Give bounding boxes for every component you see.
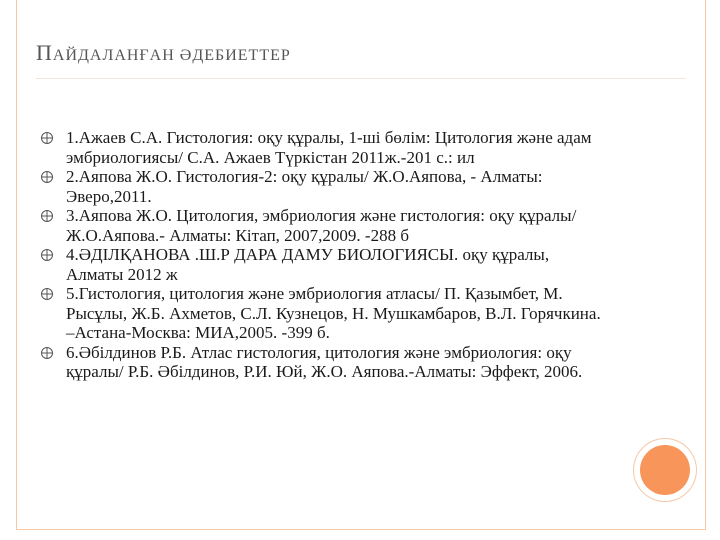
reference-item [40, 245, 610, 284]
reference-item [40, 343, 610, 382]
circle-cross-icon [40, 170, 54, 184]
circle-cross-icon [40, 209, 54, 223]
reference-text: 5.Гистология, цитология және эмбриология атласы/ П. Қазымбет, М. Рысұлы, Ж.Б. Ахметов, С.Л. Кузнецов, Н. Мушкамбаров, В.Л. Горячкина. –Астана-Москва: МИА,2005. -399 б. [66, 284, 601, 342]
reference-text: 1.Ажаев С.А. Гистология: оқу құралы, 1-ші бөлім: Цитология және адам эмбриологиясы/ С.А. Ажаев Түркістан 2011ж.-201 с.: ил [66, 128, 592, 167]
reference-item [40, 206, 610, 245]
reference-list [40, 128, 610, 382]
circle-cross-icon [40, 287, 54, 301]
circle-cross-icon [40, 346, 54, 360]
title-divider [36, 78, 686, 79]
slide-title: ПАЙДАЛАНҒАН ӘДЕБИЕТТЕР [36, 40, 291, 65]
circle-cross-icon [40, 131, 54, 145]
decorative-orange-circle [640, 445, 690, 495]
reference-text: 6.Әбілдинов Р.Б. Атлас гистология, цитология және эмбриология: оқу құралы/ Р.Б. Әбілдинов, Р.И. Юй, Ж.О. Аяпова.-Алматы: Эффект, 2006. [66, 342, 583, 381]
circle-cross-icon [40, 248, 54, 262]
reference-text: 2.Аяпова Ж.О. Гистология-2: оқу құралы/ Ж.О.Аяпова, - Алматы: Эверо,2011. [66, 167, 543, 206]
reference-item [40, 284, 610, 343]
reference-item [40, 167, 610, 206]
reference-item [40, 128, 610, 167]
reference-text: 4.ӘДІЛҚАНОВА .Ш.Р ДАРА ДАМУ БИОЛОГИЯСЫ. оқу құралы, Алматы 2012 ж [66, 245, 550, 284]
reference-text: 3.Аяпова Ж.О. Цитология, эмбриология және гистология: оқу құралы/Ж.О.Аяпова.- Алматы: Кітап, 2007,2009. -288 б [66, 206, 577, 245]
